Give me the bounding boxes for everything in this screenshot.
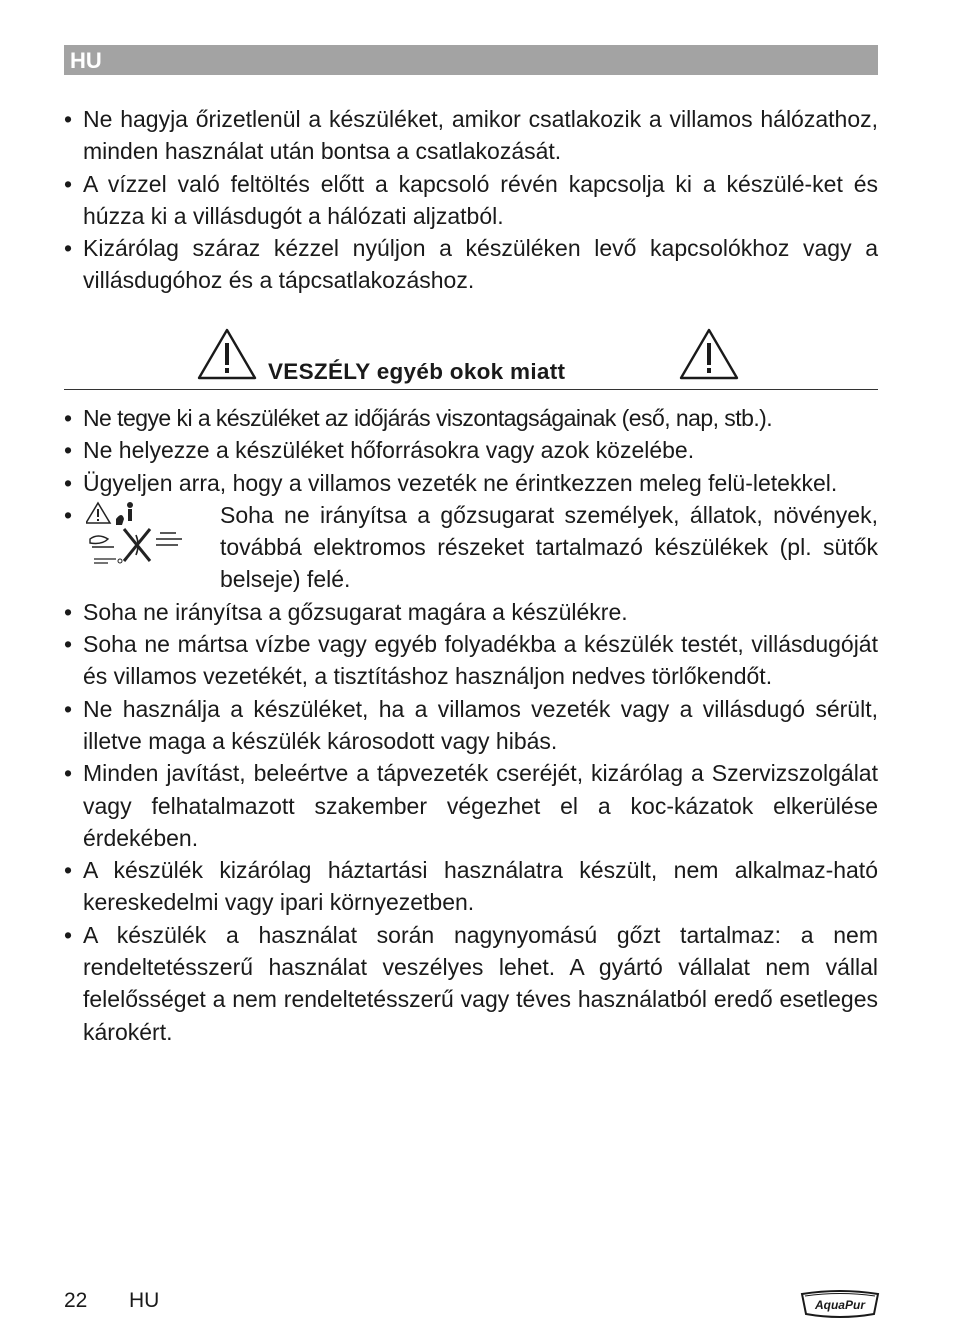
list-item: • Ne használja a készüléket, ha a villamos vezeték vagy a villásdugó sérült, illetve maga a készülék károsodott vagy hibás. bbox=[64, 693, 878, 758]
warning-triangle-icon bbox=[196, 327, 258, 381]
list-item: • A készülék kizárólag háztartási használatra készült, nem alkalmaz-ható kereskedelmi vagy ipari környezetben. bbox=[64, 854, 878, 919]
list-item: • Kizárólag száraz kézzel nyúljon a készüléken levő kapcsolókhoz vagy a villásdugóhoz és a tápcsatlakozáshoz. bbox=[64, 232, 878, 297]
list-item-with-pictogram bbox=[64, 499, 878, 596]
list-item: • Ne tegye ki a készüléket az időjárás viszontagságainak (eső, nap, stb.). bbox=[64, 402, 878, 434]
list-item: • Ügyeljen arra, hogy a villamos vezeték ne érintkezzen meleg felü-letekkel. bbox=[64, 467, 878, 499]
language-label: HU bbox=[70, 48, 102, 73]
language-header-bar bbox=[64, 45, 878, 75]
list-item: • A vízzel való feltöltés előtt a kapcsoló révén kapcsolja ki a készülé-ket és húzza ki a villásdugót a hálózati aljzatból. bbox=[64, 168, 878, 233]
svg-text:AquaPur: AquaPur bbox=[814, 1298, 866, 1312]
footer-language-label: HU bbox=[129, 1289, 160, 1312]
warning-heading bbox=[64, 325, 878, 390]
main-bullet-list bbox=[64, 402, 878, 1048]
no-steam-on-people-animals-plants-icon bbox=[86, 499, 204, 569]
warning-title: VESZÉLY egyéb okok miatt bbox=[268, 359, 566, 384]
list-item: • Ne helyezze a készüléket hőforrásokra vagy azok közelébe. bbox=[64, 434, 878, 466]
list-item: • A készülék a használat során nagynyomású gőzt tartalmaz: a nem rendeltetésszerű használat veszélyes lehet. A gyártó vállalat nem vállal felelősséget a nem rendeltetésszerű vagy téves használatból eredő esetleges károkért. bbox=[64, 919, 878, 1048]
top-bullet-list bbox=[64, 103, 878, 297]
list-item: • Minden javítást, beleértve a tápvezeték cseréjét, kizárólag a Szervizszolgálat vagy felhatalmazott szakember végezhet el a koc-kázatok elkerülése érdekében. bbox=[64, 757, 878, 854]
list-item: • Soha ne irányítsa a gőzsugarat magára a készülékre. bbox=[64, 596, 878, 628]
list-item: • Ne hagyja őrizetlenül a készüléket, amikor csatlakozik a villamos hálózathoz, minden használat után bontsa a csatlakozását. bbox=[64, 103, 878, 168]
list-item: • Soha ne mártsa vízbe vagy egyéb folyadékba a készülék testét, villásdugóját és villamos vezetékét, a tisztításhoz használjon nedves törlőkendőt. bbox=[64, 628, 878, 693]
list-item-text: • Soha ne irányítsa a gőzsugarat személyek, állatok, növények, továbbá elektromos részeket tartalmazó készülékek (pl. sütők belseje) felé. bbox=[220, 501, 878, 593]
warning-triangle-icon bbox=[678, 327, 740, 381]
aquapur-logo bbox=[800, 1288, 880, 1320]
page-number: 22 bbox=[64, 1289, 88, 1312]
